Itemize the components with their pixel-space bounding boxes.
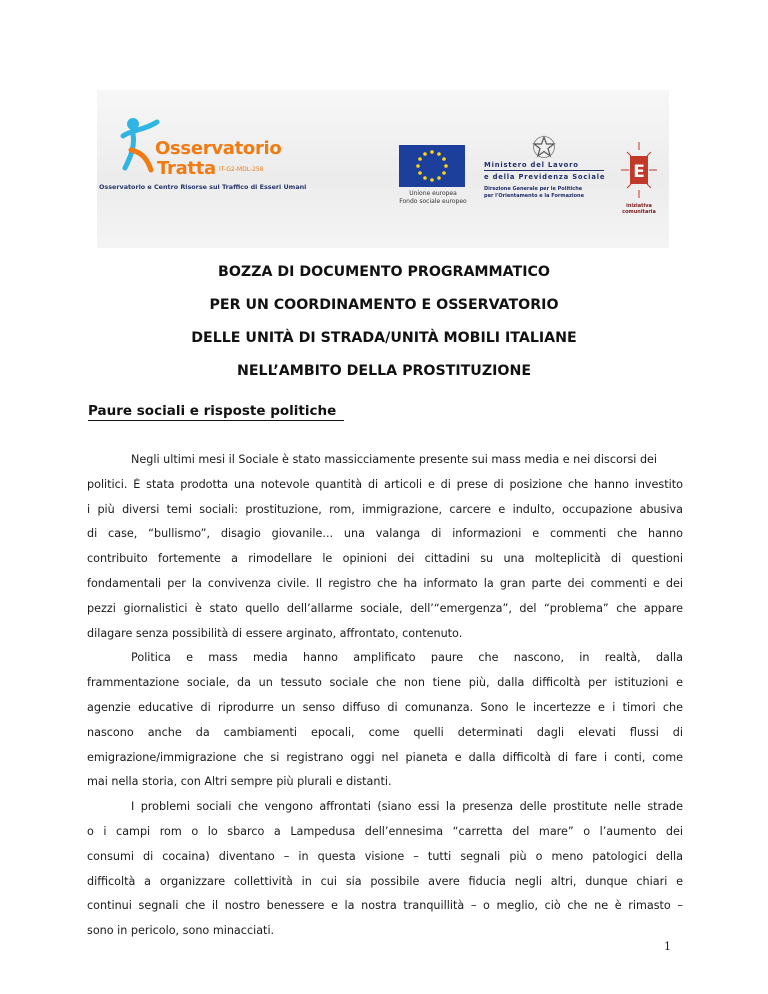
- document-title: [0, 256, 768, 388]
- equal-label-line1: iniziativa: [626, 203, 652, 209]
- text-line: contribuito fortemente a rimodellare le opinioni dei cittadini su una molteplicità di questioni: [87, 552, 683, 566]
- text-line: emigrazione/immigrazione che si registrano oggi nel pianeta e dalla difficoltà di fare i conti, come: [87, 750, 683, 764]
- ministero-lavoro-logo: [480, 135, 610, 215]
- eu-logo: [395, 145, 471, 217]
- text-line: frammentazione sociale, da un tessuto sociale che non tiene più, dalla difficoltà per istituzioni e: [87, 676, 683, 690]
- eu-label-line2: Fondo sociale europeo: [399, 198, 467, 205]
- eu-flag-icon: [399, 145, 465, 187]
- text-line: consumi di cocaina) diventano – in questa visione – tutti segnali più o meno patologici della: [87, 849, 683, 863]
- text-line: dilagare senza possibilità di essere arginato, affrontato, contenuto.: [87, 626, 463, 640]
- osservatorio-title-line2: Tratta: [157, 158, 216, 179]
- text-line: sono in pericolo, sono minacciati.: [87, 924, 275, 938]
- body-text: [87, 453, 683, 949]
- text-line: mai nella storia, con Altri sempre più plurali e distanti.: [87, 775, 392, 789]
- title-line-4: NELL’AMBITO DELLA PROSTITUZIONE: [236, 363, 532, 379]
- ministero-divider: [484, 170, 604, 171]
- osservatorio-title-line1: Osservatorio: [155, 138, 282, 159]
- text-line: continui segnali che il nostro benessere e la nostra tranquillità – o meglio, ciò che ne è rimasto –: [87, 899, 683, 913]
- section-heading: Paure sociali e risposte politiche: [88, 403, 337, 419]
- paragraph-1: [87, 453, 683, 651]
- text-line: politici. È stata prodotta una notevole quantità di articoli e di prese di posizione che hanno investito: [87, 477, 683, 491]
- text-line: I problemi sociali che vengono affrontati (siano essi la presenza delle prostitute nelle strade: [131, 800, 683, 814]
- equal-label-line2: comunitaria: [622, 209, 656, 215]
- eu-label-line1: Unione europea: [409, 190, 457, 197]
- svg-text:E: E: [633, 162, 645, 182]
- osservatorio-tratta-logo: [97, 90, 327, 240]
- section-heading-underline: [88, 420, 344, 421]
- ministero-title-line2: e della Previdenza Sociale: [484, 173, 606, 181]
- text-line: agenzie educative di riprodurre un senso diffuso di comunanza. Sono le incertezze e i timori che: [87, 700, 683, 714]
- osservatorio-subtitle: Osservatorio e Centro Risorse sul Traffico di Esseri Umani: [99, 183, 307, 191]
- paragraph-3: [87, 800, 683, 949]
- italian-emblem-icon: [532, 135, 556, 159]
- paragraph-2: [87, 651, 683, 800]
- page-number: 1: [664, 940, 671, 953]
- ministero-subtitle-line1: Direzione Generale per le Politiche: [484, 186, 583, 192]
- equal-e-icon: [619, 140, 659, 200]
- title-line-1: BOZZA DI DOCUMENTO PROGRAMMATICO: [218, 264, 550, 280]
- equal-initiative-logo: [619, 140, 659, 220]
- title-line-3: DELLE UNITÀ DI STRADA/UNITÀ MOBILI ITALIANE: [191, 330, 577, 346]
- text-line: di case, “bullismo”, disagio giovanile... una valanga di informazioni e commenti che hanno: [87, 527, 683, 541]
- text-line: fondamentali per la convivenza civile. Il registro che ha informato la gran parte dei commenti e dei: [87, 576, 683, 590]
- text-line: difficoltà a organizzare collettività in cui sia possibile avere fiducia negli altri, dunque chiari e: [87, 874, 683, 888]
- text-line: pezzi giornalistici è stato quello dell’allarme sociale, dell’“emergenza”, del “problema” che appare: [87, 601, 683, 615]
- text-line: nascono anche da cambiamenti epocali, come quelli determinati dagli elevati flussi di: [87, 725, 683, 739]
- text-line: Negli ultimi mesi il Sociale è stato massicciamente presente sui mass media e nei discorsi dei: [131, 453, 658, 466]
- title-line-2: PER UN COORDINAMENTO E OSSERVATORIO: [209, 297, 559, 313]
- logo-band: [97, 90, 669, 248]
- ministero-title-line1: Ministero del Lavoro: [484, 161, 579, 169]
- ministero-subtitle-line2: per l'Orientamento e la Formazione: [484, 193, 584, 199]
- text-line: i più diversi temi sociali: prostituzione, rom, immigrazione, carcere e indulto, occupazione abusiva: [87, 502, 683, 516]
- osservatorio-code: IT-G2-MDL-258: [219, 166, 264, 173]
- text-line: Politica e mass media hanno amplificato paure che nascono, in realtà, dalla: [131, 651, 683, 665]
- text-line: o i campi rom o lo sbarco a Lampedusa dell’ennesima “carretta del mare” o l’aumento dei: [87, 824, 683, 838]
